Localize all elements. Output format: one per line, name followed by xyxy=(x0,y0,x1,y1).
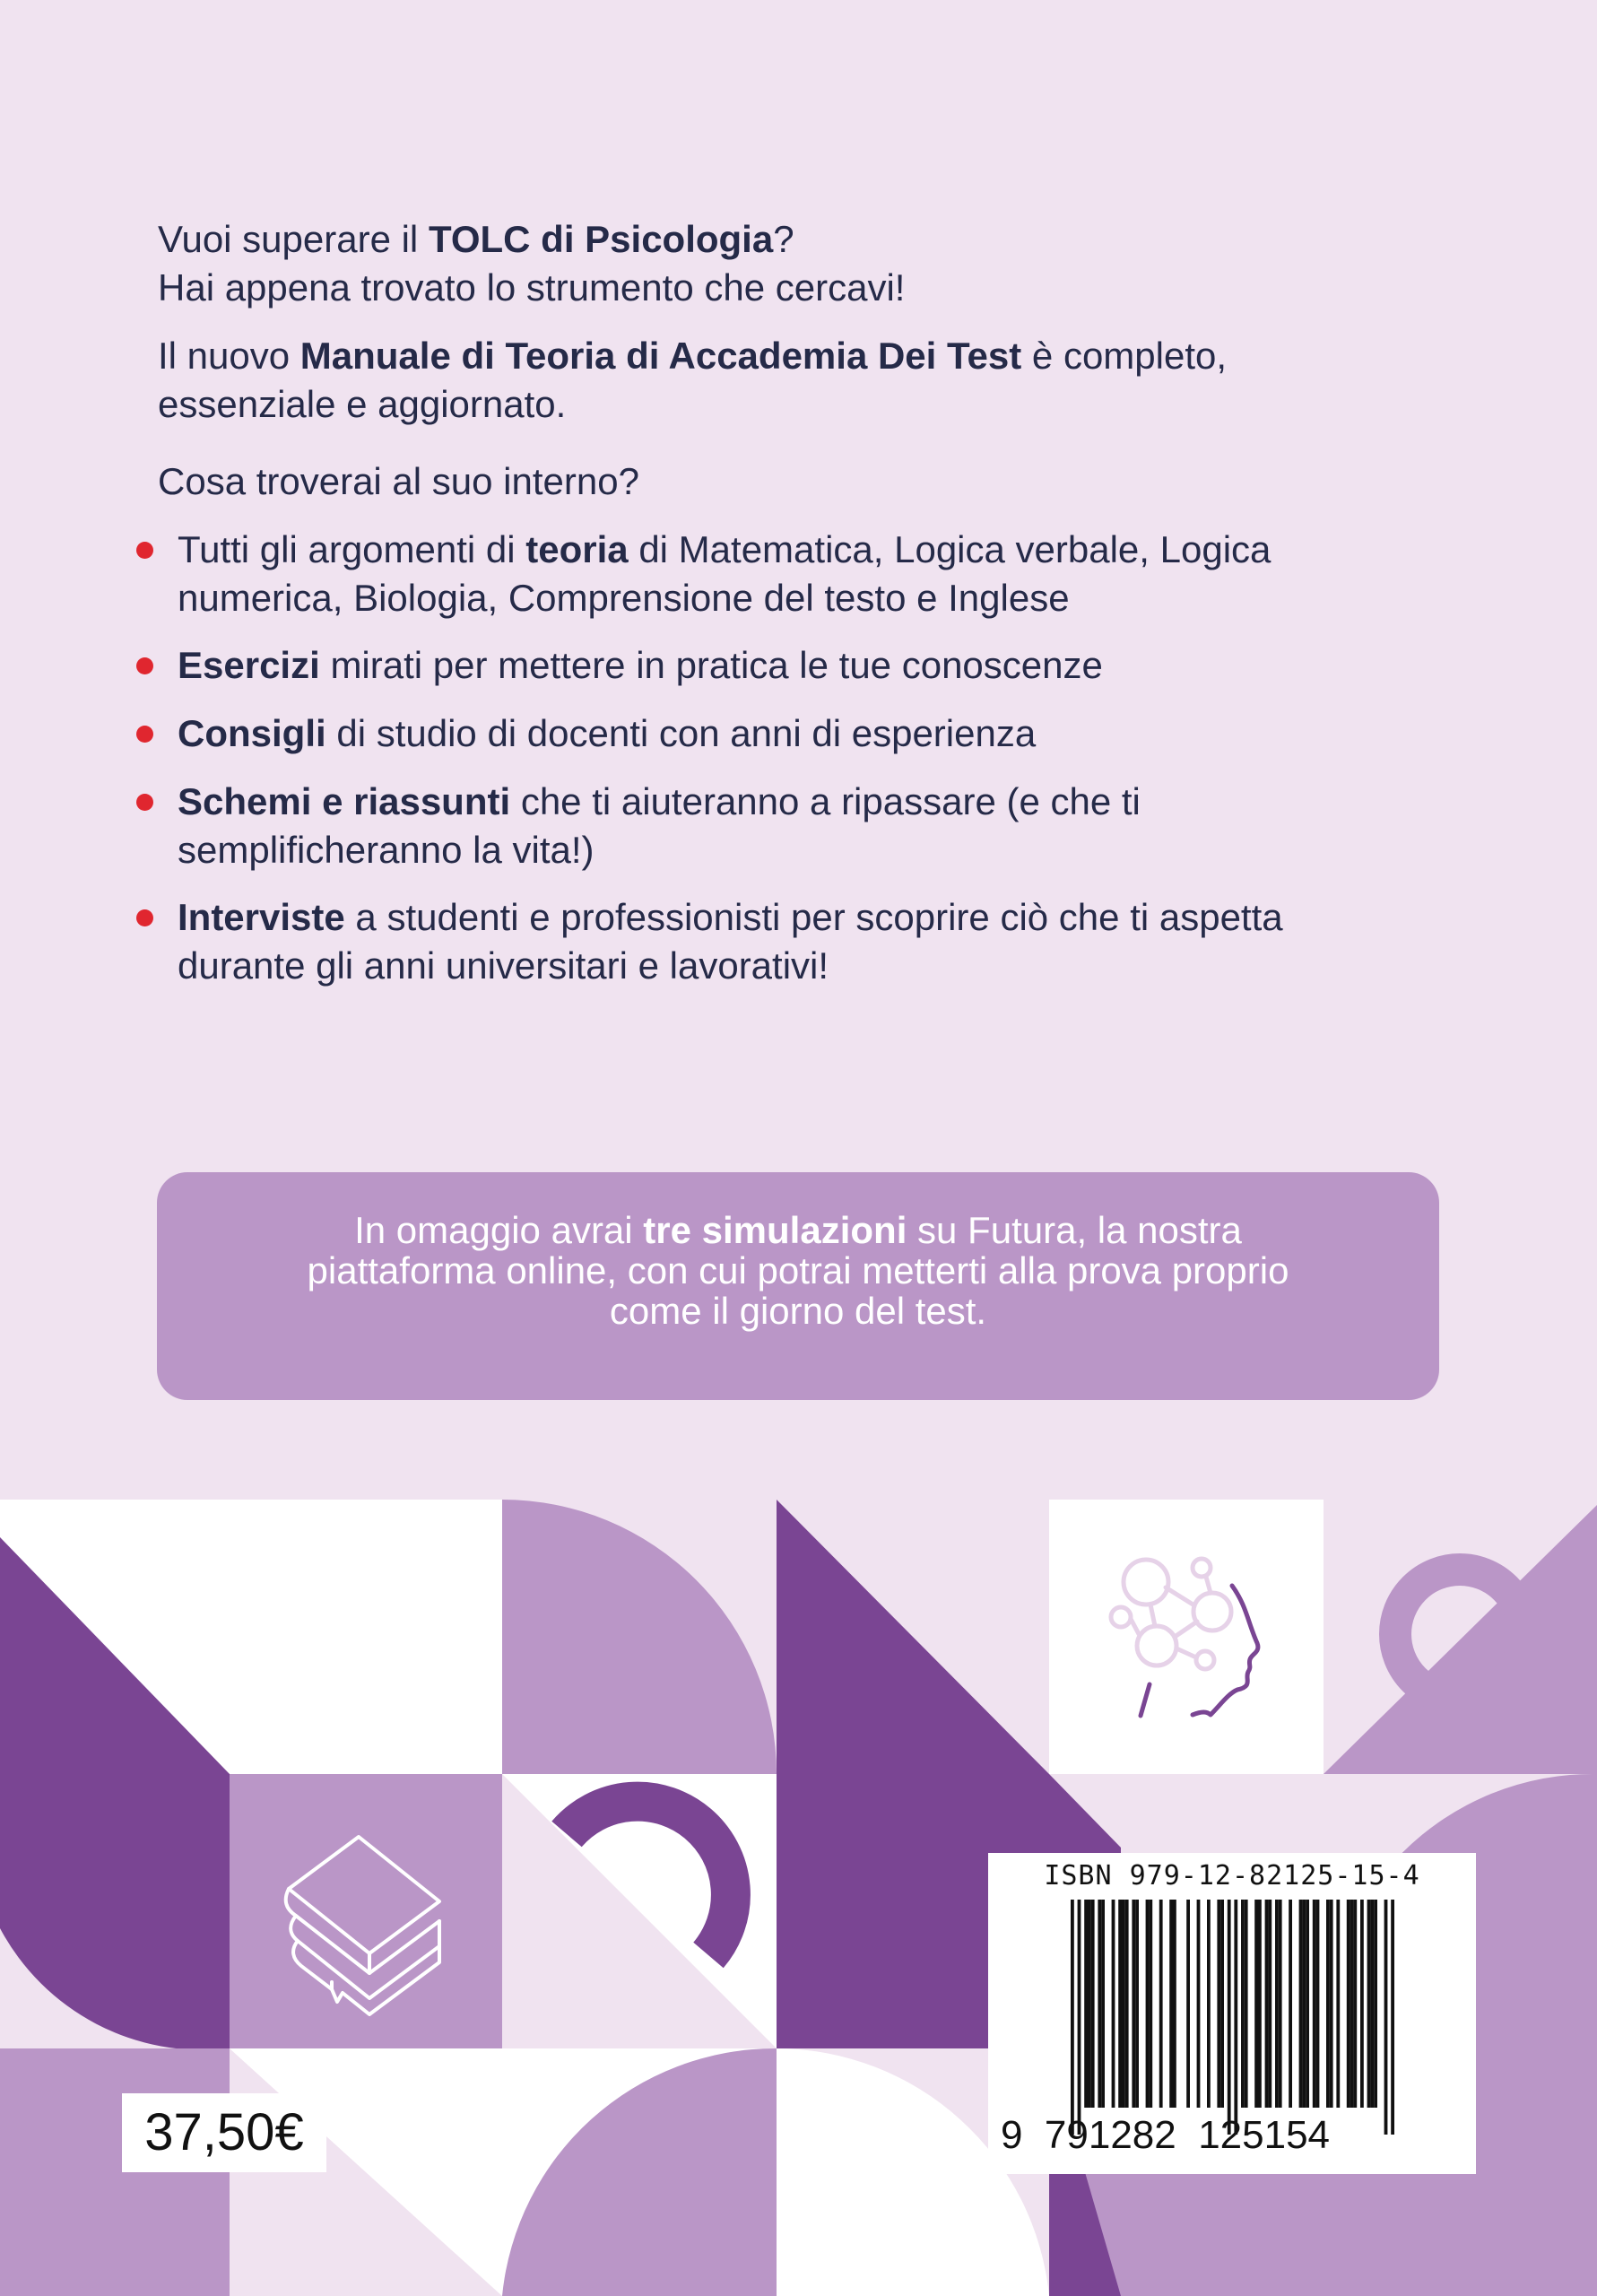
barcode-bar xyxy=(1197,1900,1201,2108)
list-item-text: di studio di docenti con anni di esperienza xyxy=(325,712,1037,754)
contents-question: Cosa troverai al suo interno? xyxy=(158,460,639,502)
barcode-bar xyxy=(1360,1900,1364,2108)
list-item-text: Tutti gli argomenti di xyxy=(178,528,526,570)
barcode-bar xyxy=(1350,1900,1354,2108)
list-item xyxy=(178,526,1469,622)
barcode-bar xyxy=(1299,1900,1303,2108)
intro-line-1-end: ? xyxy=(773,218,794,260)
barcode-bar xyxy=(1122,1900,1125,2108)
promo-text: su Futura, la nostra xyxy=(907,1209,1242,1251)
barcode-bar xyxy=(1241,1900,1245,2108)
barcode-bar xyxy=(1245,1900,1248,2108)
list-item-bold: Interviste xyxy=(178,896,345,938)
barcode-bar xyxy=(1088,1900,1091,2108)
barcode-bar xyxy=(1146,1900,1150,2108)
barcode-bar xyxy=(1091,1900,1095,2108)
list-item xyxy=(178,709,1469,758)
barcode-bar xyxy=(1220,1900,1224,2108)
bullet-dot xyxy=(136,542,153,559)
list-item-text: mirati per mettere in pratica le tue conoscenze xyxy=(319,644,1103,686)
barcode-bar xyxy=(1289,1900,1292,2108)
list-item-bold: Esercizi xyxy=(178,644,320,686)
list-item-text: semplificheranno la vita!) xyxy=(178,829,595,871)
price-tag: 37,50€ xyxy=(122,2093,326,2172)
para2-post: è completo, xyxy=(1021,335,1228,377)
barcode-bar xyxy=(1275,1900,1279,2108)
promo-bold: tre simulazioni xyxy=(643,1209,907,1251)
barcode-bar xyxy=(1306,1900,1309,2108)
barcode-bar xyxy=(1217,1900,1220,2108)
bullet-dot xyxy=(136,657,153,674)
para2-pre: Il nuovo xyxy=(158,335,300,377)
barcode-bar xyxy=(1265,1900,1269,2108)
barcode-bar xyxy=(1258,1900,1262,2108)
barcode-bar xyxy=(1149,1900,1152,2108)
barcode-bar xyxy=(1279,1900,1282,2108)
barcode-bar xyxy=(1374,1900,1377,2108)
intro-paragraph-2-line-2: essenziale e aggiornato. xyxy=(158,383,567,425)
exam-name: TOLC di Psicologia xyxy=(428,218,774,260)
list-item-text: numerica, Biologia, Comprensione del testo e Inglese xyxy=(178,577,1070,619)
barcode-bar xyxy=(1347,1900,1350,2108)
barcode-bar xyxy=(1169,1900,1173,2108)
intro-line-2: Hai appena trovato lo strumento che cercavi! xyxy=(158,266,906,309)
barcode-bar xyxy=(1234,1900,1237,2135)
barcode-bar xyxy=(1186,1900,1190,2108)
barcode-bar xyxy=(1078,1900,1081,2135)
barcode-bar xyxy=(1112,1900,1115,2108)
barcode-bar xyxy=(1098,1900,1101,2108)
barcode-bar xyxy=(1159,1900,1163,2108)
list-item xyxy=(178,778,1469,874)
list-item-bold: Consigli xyxy=(178,712,326,754)
isbn-label: ISBN 979-12-82125-15-4 xyxy=(1044,1860,1420,1892)
intro-line-1 xyxy=(158,215,1467,264)
barcode-bar xyxy=(1313,1900,1316,2108)
barcode-bar xyxy=(1316,1900,1320,2108)
list-item xyxy=(178,641,1469,690)
intro-paragraph-2 xyxy=(158,332,1467,380)
promo-text: In omaggio avrai xyxy=(354,1209,644,1251)
barcode-bar xyxy=(1370,1900,1374,2108)
list-item-text: durante gli anni universitari e lavorativi! xyxy=(178,944,829,987)
barcode-bar xyxy=(1125,1900,1129,2108)
bullet-dot xyxy=(136,794,153,811)
promo-box xyxy=(157,1172,1439,1400)
barcode-bar xyxy=(1207,1900,1211,2108)
barcode-bar xyxy=(1132,1900,1135,2108)
barcode-bar xyxy=(1135,1900,1139,2108)
bullet-dot xyxy=(136,909,153,926)
barcode-bar xyxy=(1353,1900,1357,2108)
barcode-bar xyxy=(1071,1900,1074,2135)
intro-line-1-text: Vuoi superare il xyxy=(158,218,429,260)
barcode-bar xyxy=(1336,1900,1340,2108)
barcode-bar xyxy=(1101,1900,1105,2108)
barcode-bar xyxy=(1302,1900,1306,2108)
barcode-bar xyxy=(1268,1900,1272,2108)
barcode-bar xyxy=(1173,1900,1176,2108)
promo-text: come il giorno del test. xyxy=(609,1290,987,1332)
barcode-bar xyxy=(1326,1900,1330,2108)
isbn-digits: 9 791282 125154 xyxy=(1001,2113,1331,2157)
barcode-bar xyxy=(1384,1900,1388,2135)
list-item-bold: teoria xyxy=(525,528,629,570)
list-item-bold: Schemi e riassunti xyxy=(178,780,511,822)
isbn-barcode xyxy=(988,1853,1476,2174)
barcode-bar xyxy=(1228,1900,1231,2135)
barcode-bar xyxy=(1330,1900,1333,2108)
list-item-text: di Matematica, Logica verbale, Logica xyxy=(628,528,1272,570)
barcode-bar xyxy=(1254,1900,1258,2108)
barcode-bar xyxy=(1367,1900,1371,2108)
barcode-bar xyxy=(1084,1900,1088,2108)
list-item-text: che ti aiuteranno a ripassare (e che ti xyxy=(510,780,1141,822)
barcode-bar xyxy=(1118,1900,1122,2108)
promo-text: piattaforma online, con cui potrai metterti alla prova proprio xyxy=(307,1249,1289,1292)
list-item-text: a studenti e professionisti per scoprire ciò che ti aspetta xyxy=(344,896,1283,938)
bullet-dot xyxy=(136,726,153,743)
barcode-bar xyxy=(1391,1900,1394,2135)
manual-title: Manuale di Teoria di Accademia Dei Test xyxy=(299,335,1022,377)
list-item xyxy=(178,893,1469,990)
